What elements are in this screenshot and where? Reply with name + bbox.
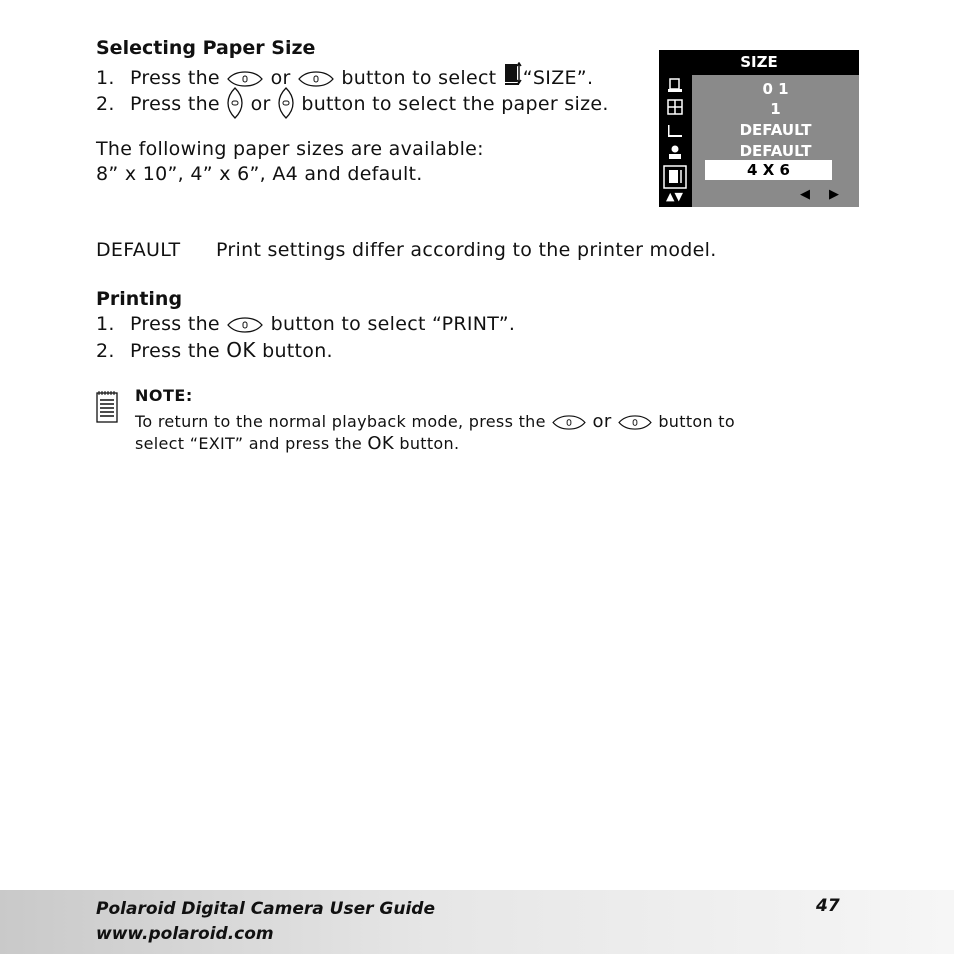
lcd-value-3: DEFAULT [739,121,812,139]
or-text: or [592,411,612,432]
left-button-icon [551,415,587,430]
note-line-1 [135,411,735,432]
step-text: Press the [130,67,220,89]
step-number: 2. [96,340,115,362]
note-text: button. [399,434,460,453]
left-button-icon [226,71,264,87]
lcd-value-4: DEFAULT [739,142,812,160]
step-text: Press the [130,340,220,362]
lcd-selected-value: 4 X 6 [705,160,832,180]
left-arrow-icon: ◀ [800,187,810,202]
ok-button-label: OK [367,433,394,454]
step-text: “SIZE”. [522,67,594,89]
print-step-1 [96,313,515,335]
lcd-value-1: 0 1 [762,80,789,98]
step-text: Press the [130,313,220,335]
printer-icon [667,78,683,94]
step-number: 1. [96,313,115,335]
section-heading-paper-size: Selecting Paper Size [96,37,316,59]
notepad-icon [96,390,118,424]
note-line-2 [135,433,459,454]
person-icon [667,144,683,160]
up-down-arrows-icon: ▲▼ [666,190,683,203]
note-label: NOTE: [135,386,193,405]
lcd-sidebar [659,75,692,207]
footer-url: www.polaroid.com [96,924,274,944]
step-text: Press the [130,93,220,115]
lcd-title: SIZE [659,50,859,75]
date-icon [667,123,683,139]
default-term: DEFAULT [96,239,181,261]
step-number: 1. [96,67,115,89]
step-text: button. [262,340,333,362]
lcd-value-2: 1 [770,100,781,118]
grid-icon [667,99,683,115]
right-arrow-icon: ▶ [829,187,839,202]
paper-size-icon [663,165,687,189]
note-text: button to [658,412,735,431]
ok-button-label: OK [226,338,256,362]
page-footer [0,890,954,954]
footer-title: Polaroid Digital Camera User Guide [96,899,435,919]
section-heading-printing: Printing [96,288,183,310]
print-step-2 [96,338,333,362]
step-text: button to select the paper size. [301,93,609,115]
step-1-select-size [96,62,593,89]
step-text: button to select “PRINT”. [270,313,516,335]
available-sizes-line-2: 8” x 10”, 4” x 6”, A4 and default. [96,163,423,185]
right-button-icon [297,71,335,87]
lcd-screen [659,50,859,207]
right-button-icon [617,415,653,430]
note-text: To return to the normal playback mode, press the [135,412,546,431]
default-text: Print settings differ according to the printer model. [216,239,717,261]
step-2-select-paper-size [96,87,609,119]
paper-size-icon [503,62,523,86]
down-button-icon [277,87,295,119]
or-text: or [250,93,271,115]
right-button-icon [226,317,264,333]
available-sizes-line-1: The following paper sizes are available: [96,138,484,160]
page-number: 47 [816,896,840,916]
or-text: or [270,67,291,89]
step-number: 2. [96,93,115,115]
up-button-icon [226,87,244,119]
step-text: button to select [341,67,497,89]
note-text: select “EXIT” and press the [135,434,363,453]
default-description [96,239,717,261]
